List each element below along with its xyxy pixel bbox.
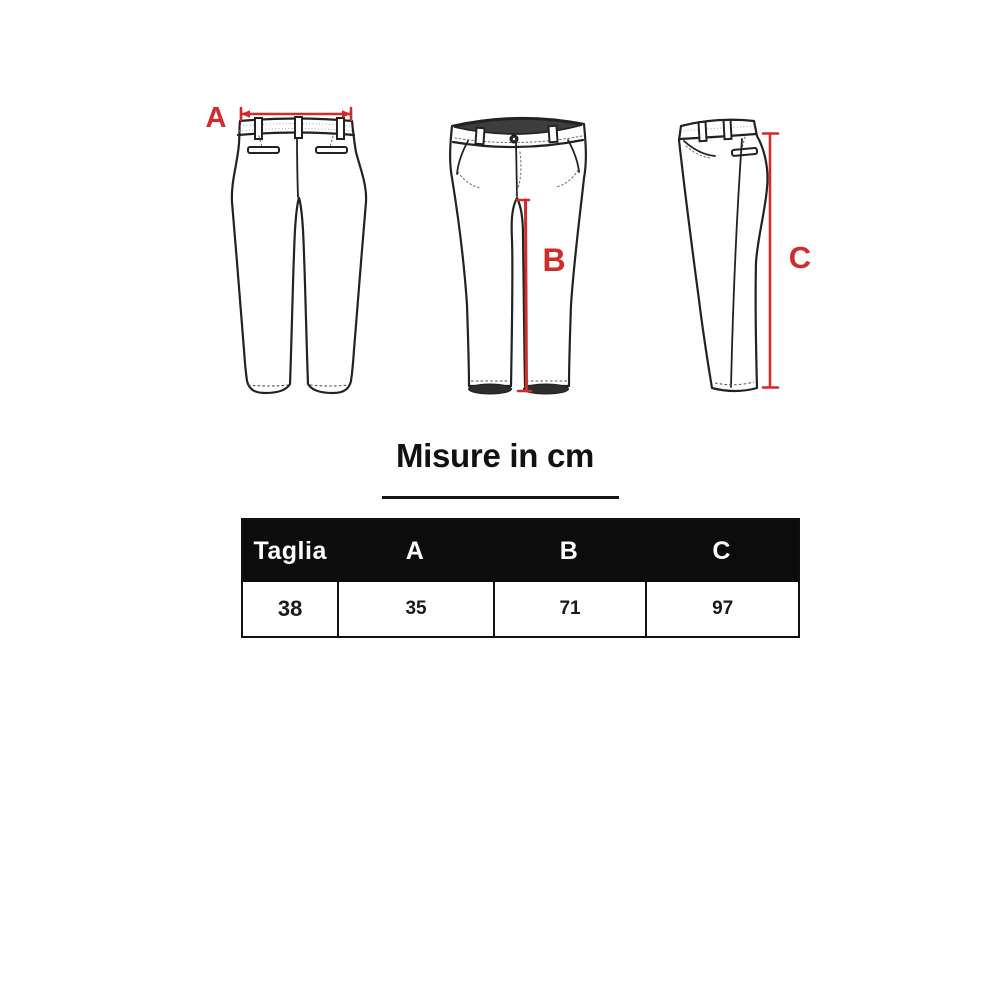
belt-loop: [475, 128, 484, 145]
size-table: [241, 518, 800, 638]
belt-loop: [295, 117, 302, 138]
header-a: A: [405, 536, 425, 565]
cell-b: 71: [493, 582, 646, 636]
page-title: Misure in cm: [395, 437, 595, 474]
header-c: C: [712, 536, 731, 565]
back-pocket: [316, 147, 347, 153]
belt-loop: [337, 118, 344, 139]
title-underline: [382, 496, 619, 499]
belt-loop: [548, 126, 557, 143]
measurement-label-c: C: [788, 240, 812, 275]
hem: [469, 384, 512, 394]
size-table-header-row: [243, 520, 798, 582]
pants-back-view: [206, 102, 367, 393]
pants-side-view: [679, 120, 811, 391]
belt-loop: [724, 120, 732, 139]
back-center-seam: [297, 135, 298, 197]
measurement-label-a: A: [205, 102, 227, 134]
header-b: B: [559, 536, 579, 565]
cell-c: 97: [645, 582, 798, 636]
size-table-row: [243, 582, 798, 636]
back-pocket: [732, 148, 757, 156]
cell-a: 35: [337, 582, 492, 636]
pants-size-diagram: [0, 0, 1000, 440]
pants-front-view: [450, 118, 586, 394]
back-pocket: [248, 147, 279, 153]
measurement-label-b: B: [542, 242, 566, 278]
hem: [524, 384, 569, 394]
cell-taglia: 38: [277, 596, 303, 621]
belt-loop: [699, 122, 707, 141]
header-taglia: Taglia: [253, 536, 327, 565]
